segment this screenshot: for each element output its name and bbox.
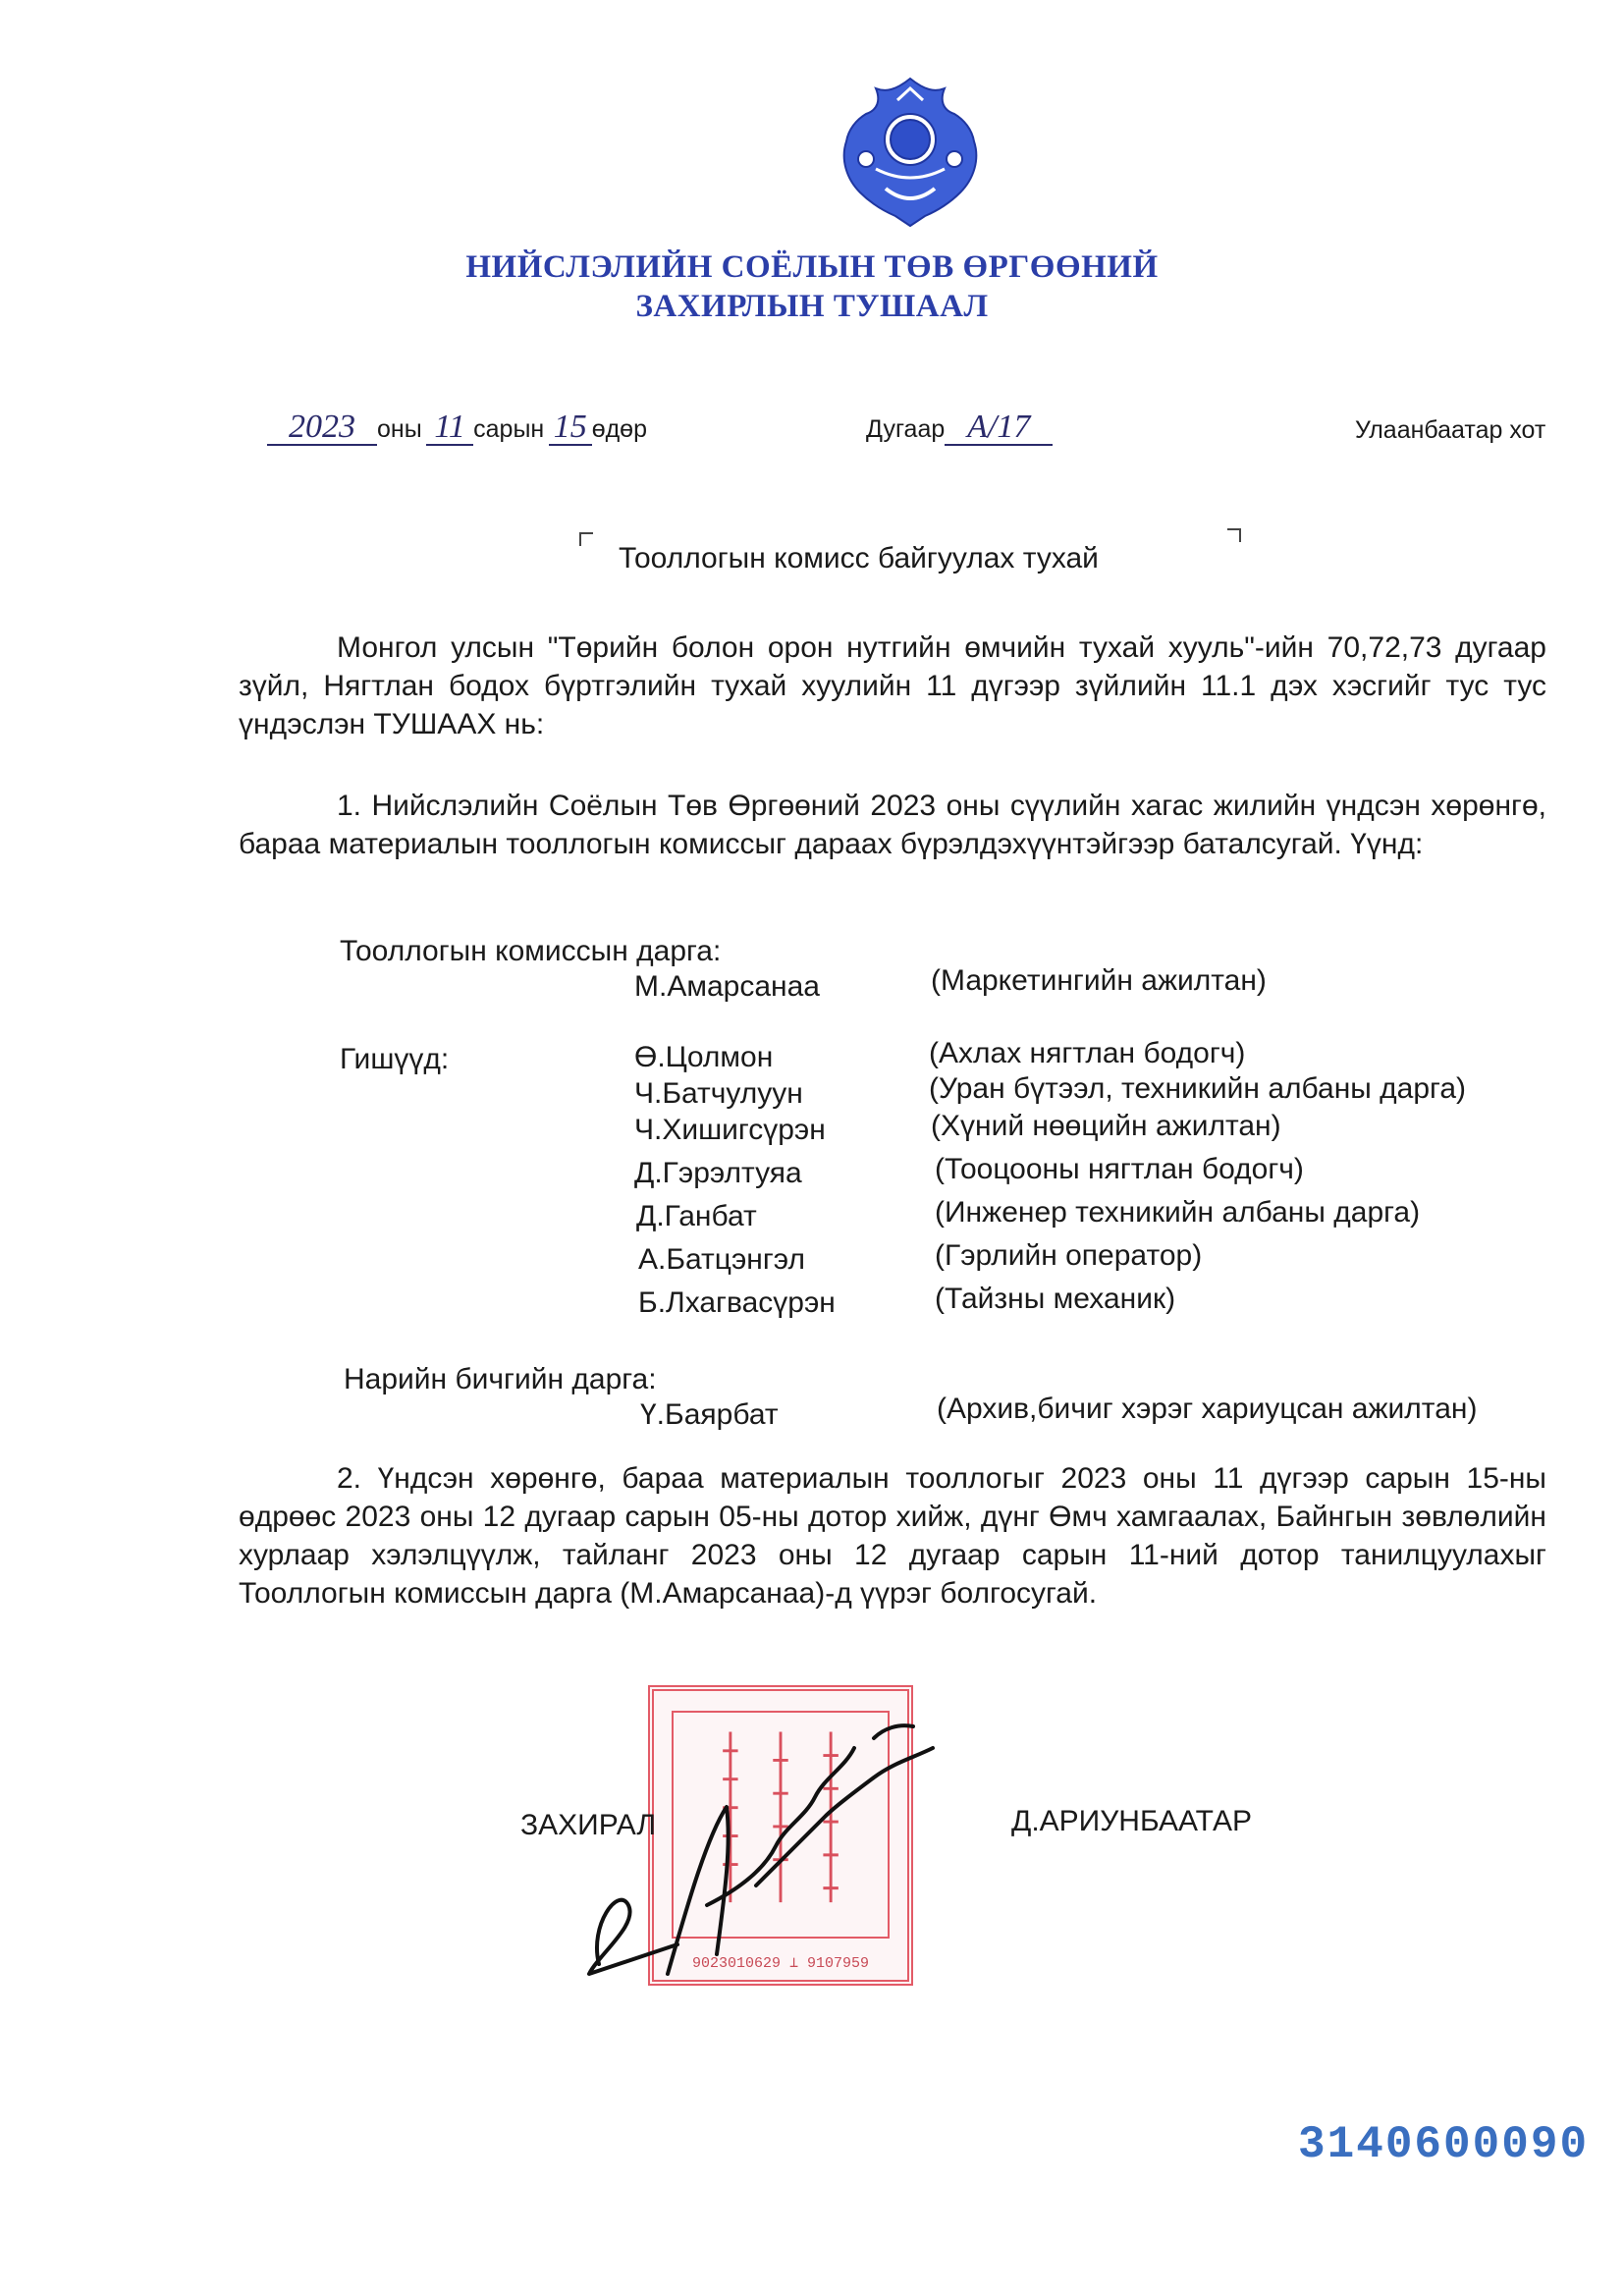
registration-number: 3140600090 [1298,2119,1590,2170]
signatory-name: Д.АРИУНБААТАР [1011,1805,1253,1837]
member-role: (Инженер техникийн албаны дарга) [935,1196,1421,1229]
order-title: ЗАХИРЛЫН ТУШААЛ [635,289,989,324]
handwritten-signature [560,1709,1001,2003]
chair-name: М.Амарсанаа [634,970,820,1003]
member-name: Ч.Батчулуун [634,1077,803,1110]
member-role: (Тооцооны нягтлан бодогч) [935,1153,1304,1185]
date-year-suffix: оны [377,415,422,443]
date-month: 11 [426,410,473,446]
date-year: 2023 [267,410,377,446]
item-1-paragraph: 1. Нийслэлийн Соёлын Төв Өргөөний 2023 оны сүүлийн хагас жилийн үндсэн хөрөнгө, бараа материалын тооллогын комиссыг дараах бүрэлдэхүүнтэйгээр баталсугай. Үүнд: [239,790,1546,860]
secretary-label: Нарийн бичгийн дарга: [344,1363,657,1395]
city: Улаанбаатар хот [1355,416,1546,444]
member-name: А.Батцэнгэл [638,1243,805,1276]
member-name: Ч.Хишигсүрэн [634,1114,826,1146]
order-subject: Тооллогын комисс байгуулах тухай [619,542,1099,574]
date-line [267,410,647,446]
member-role: (Уран бүтээл, техникийн албаны дарга) [929,1072,1466,1105]
member-role: (Тайзны механик) [935,1283,1176,1315]
member-role: (Гэрлийн оператор) [935,1239,1203,1272]
number-value: А/17 [945,410,1053,446]
chair-label: Тооллогын комиссын дарга: [340,935,722,967]
members-label: Гишүүд: [340,1043,450,1075]
member-name: Д.Гэрэлтуяа [634,1157,802,1189]
date-month-suffix: сарын [473,415,545,443]
bracket-left [579,532,593,546]
intro-paragraph: Монгол улсын "Төрийн болон орон нутгийн өмчийн тухай хууль"-ийн 70,72,73 дугаар зүйл, Нягтлан бодох бүртгэлийн тухай хуулийн 11 дүгээр зүйлийн 11.1 дэх хэсгийг тус тус үндэслэн ТУШААХ нь: [239,631,1546,740]
member-role: (Ахлах нягтлан бодогч) [929,1037,1246,1069]
member-name: Ө.Цолмон [634,1041,774,1073]
org-title: НИЙСЛЭЛИЙН СОЁЛЫН ТӨВ ӨРГӨӨНИЙ [465,249,1159,285]
secretary-name: Ү.Баярбат [640,1398,779,1431]
number-label: Дугаар [866,415,946,443]
signatory-title: ЗАХИРАЛ [520,1809,657,1841]
member-role: (Хүний нөөцийн ажилтан) [931,1110,1281,1142]
secretary-role: (Архив,бичиг хэрэг хариуцсан ажилтан) [937,1393,1478,1425]
bracket-right [1227,528,1241,542]
order-number [866,410,1053,446]
member-name: Б.Лхагвасүрэн [638,1286,836,1319]
date-day: 15 [549,410,592,446]
date-day-suffix: өдөр [591,415,647,443]
stamp-number: 9023010629 ⊥ 9107959 [691,1955,870,1972]
item-2-paragraph: 2. Үндсэн хөрөнгө, бараа материалын тооллогыг 2023 оны 11 дүгээр сарын 15-ны өдрөөс 2023 оны 12 дугаар сарын 05-ны дотор хийж, дүнг Өмч хамгаалах, Байнгын зөвлөлийн хурлаар хэлэлцүүлж, тайланг 2023 оны 12 дугаар сарын 11-ний дотор танилцуулахыг Тооллогын комиссын дарга (М.Амарсанаа)-д үүрэг болгосугай. [239,1462,1546,1610]
state-emblem-icon [827,71,994,233]
chair-role: (Маркетингийн ажилтан) [931,964,1267,997]
member-name: Д.Ганбат [636,1200,757,1232]
